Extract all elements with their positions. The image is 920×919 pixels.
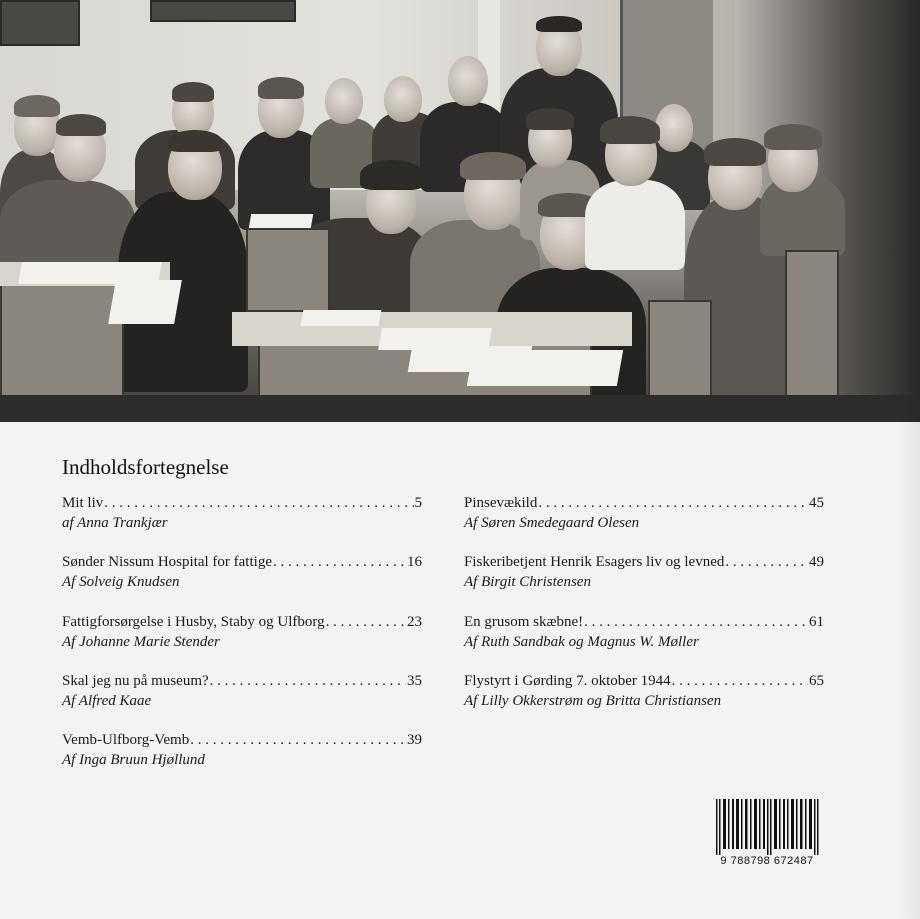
- toc-entry: [62, 671, 422, 711]
- photo-wall-picture: [0, 0, 80, 46]
- photo-desk: [785, 250, 839, 404]
- toc-entry-title: Sønder Nissum Hospital for fattige: [62, 554, 272, 570]
- toc-entry-page: 61: [809, 614, 824, 630]
- photo-paper: [249, 214, 313, 228]
- toc-entry-author: Af Johanne Marie Stender: [62, 634, 220, 650]
- toc-entry-page: 39: [407, 732, 422, 748]
- toc-entry-author: af Anna Trankjær: [62, 515, 168, 531]
- toc-entry: [464, 671, 824, 711]
- toc-entry-title: Flystyrt i Gørding 7. oktober 1944: [464, 673, 671, 689]
- toc-entry-title: Pinsevækild: [464, 495, 538, 511]
- photo-paper: [301, 310, 382, 326]
- photo-desk: [246, 228, 330, 312]
- toc-entry-title: Skal jeg nu på museum?: [62, 673, 209, 689]
- photo-paper: [108, 280, 182, 324]
- toc-entry-page: 45: [809, 495, 824, 511]
- toc-entry: [62, 730, 422, 770]
- toc-entry-author: Af Søren Smedegaard Olesen: [464, 515, 640, 531]
- cover-photo: [0, 0, 920, 422]
- toc-entry-author: Af Birgit Christensen: [464, 574, 591, 590]
- toc-entry-page: 16: [407, 554, 422, 570]
- toc-entry-title: Fattigforsørgelse i Husby, Staby og Ulfborg: [62, 614, 325, 630]
- barcode-bars: [714, 799, 822, 855]
- toc-entry: [62, 552, 422, 592]
- page-edge-shadow: [896, 0, 920, 919]
- toc-entry-author: Af Lilly Okkerstrøm og Britta Christiansen: [464, 693, 722, 709]
- toc-entry-title: Mit liv: [62, 495, 104, 511]
- toc-entry-page: 5: [414, 495, 422, 511]
- toc-entry-author: Af Solveig Knudsen: [62, 574, 180, 590]
- photo-floor: [0, 395, 920, 422]
- toc-entry: [464, 552, 824, 592]
- toc-entry-page: 35: [407, 673, 422, 689]
- toc-entry: [464, 493, 824, 533]
- toc-entry-author: Af Alfred Kaae: [62, 693, 152, 709]
- toc-entry-page: 49: [809, 554, 824, 570]
- toc-heading: Indholdsfortegnelse: [62, 455, 229, 479]
- toc-entry-title: Fiskeribetjent Henrik Esagers liv og levned: [464, 554, 725, 570]
- toc-entry-page: 23: [407, 614, 422, 630]
- toc-entry-title: En grusom skæbne!: [464, 614, 584, 630]
- toc-entry: [62, 612, 422, 652]
- toc-entry-page: 65: [809, 673, 824, 689]
- toc-entry-author: Af Ruth Sandbak og Magnus W. Møller: [464, 634, 699, 650]
- toc-entry-title: Vemb-Ulfborg-Vemb: [62, 732, 190, 748]
- barcode-digits: 9 788798 672487: [720, 855, 814, 867]
- photo-paper: [467, 350, 623, 386]
- photo-wall-picture: [150, 0, 296, 22]
- toc-entry: [62, 493, 422, 533]
- toc-entry-author: Af Inga Bruun Hjøllund: [62, 752, 205, 768]
- isbn-barcode: [714, 799, 822, 865]
- toc-entry: [464, 612, 824, 652]
